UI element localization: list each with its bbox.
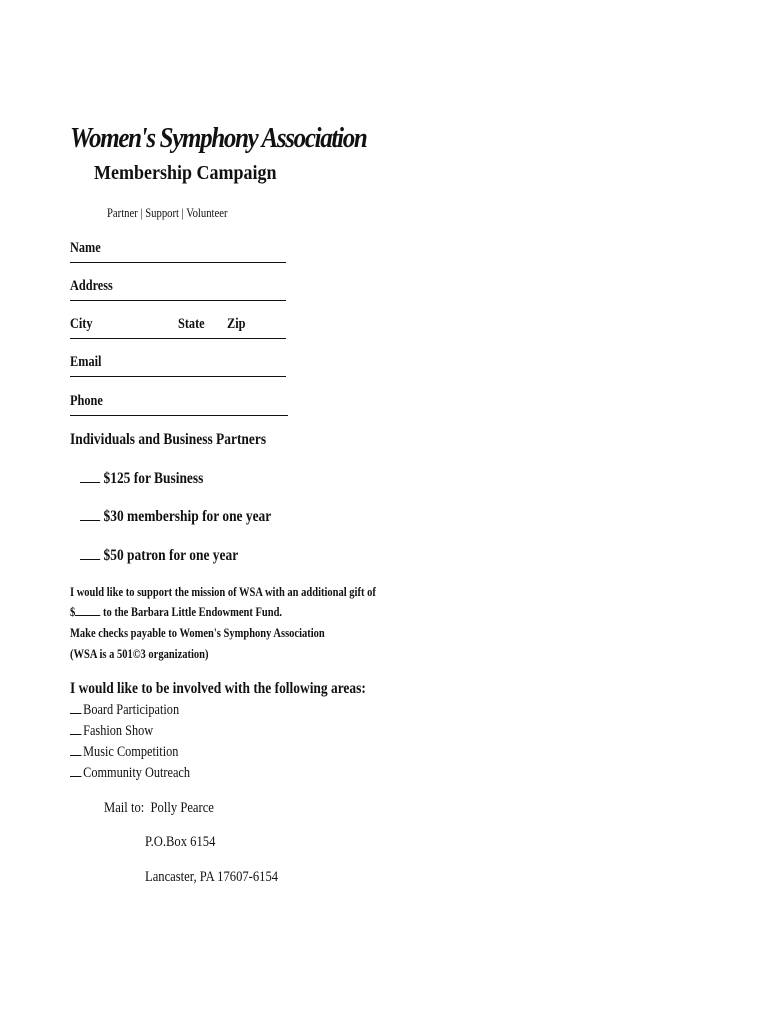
mail-to-name: Polly Pearce: [150, 800, 214, 816]
gift-line-2: [70, 605, 282, 620]
area-label: Community Outreach: [83, 765, 191, 781]
dollar-sign: $: [70, 605, 76, 619]
organization-title: Women's Symphony Association: [70, 122, 367, 154]
area-outreach[interactable]: [70, 765, 190, 782]
gift-line-4: (WSA is a 501©3 organization): [70, 647, 209, 661]
phone-label: Phone: [70, 393, 103, 409]
gift-line-2-text: to the Barbara Little Endowment Fund.: [102, 605, 283, 619]
area-fashion[interactable]: [70, 723, 153, 740]
gift-line-1: I would like to support the mission of WSA with an additional gift of: [70, 585, 376, 599]
area-label: Fashion Show: [83, 723, 154, 739]
email-label: Email: [70, 354, 102, 370]
area-blank: [70, 713, 81, 714]
city-label: City: [70, 316, 93, 332]
area-label: Board Participation: [83, 702, 180, 718]
address-label: Address: [70, 278, 113, 294]
campaign-title: Membership Campaign: [94, 162, 277, 184]
option-label: $125 for Business: [103, 470, 204, 487]
area-label: Music Competition: [83, 744, 179, 760]
name-field[interactable]: [70, 240, 286, 263]
phone-field[interactable]: [70, 393, 288, 416]
option-patron[interactable]: [80, 547, 238, 565]
area-blank: [70, 776, 81, 777]
mail-po-box: P.O.Box 6154: [145, 834, 216, 850]
option-label: $30 membership for one year: [103, 508, 272, 525]
state-label: State: [178, 316, 205, 332]
partners-heading: Individuals and Business Partners: [70, 431, 267, 448]
mail-to-line: [104, 800, 214, 817]
mail-city-line: Lancaster, PA 17607-6154: [145, 869, 279, 885]
involvement-heading: I would like to be involved with the following areas:: [70, 680, 366, 697]
address-field[interactable]: [70, 278, 286, 301]
option-label: $50 patron for one year: [103, 547, 239, 564]
gift-amount-blank[interactable]: [75, 615, 100, 616]
email-field[interactable]: [70, 354, 286, 377]
area-blank: [70, 755, 81, 756]
option-membership[interactable]: [80, 508, 271, 526]
city-state-zip-field[interactable]: [70, 316, 286, 339]
mail-to-label: Mail to:: [104, 800, 145, 816]
option-blank: [80, 482, 100, 483]
gift-line-3: Make checks payable to Women's Symphony Association: [70, 626, 325, 640]
option-business[interactable]: [80, 470, 203, 488]
tagline: Partner | Support | Volunteer: [107, 205, 228, 220]
option-blank: [80, 559, 100, 560]
area-board[interactable]: [70, 702, 179, 719]
area-music[interactable]: [70, 744, 178, 761]
name-label: Name: [70, 240, 101, 256]
area-blank: [70, 734, 81, 735]
zip-label: Zip: [227, 316, 246, 332]
option-blank: [80, 520, 100, 521]
